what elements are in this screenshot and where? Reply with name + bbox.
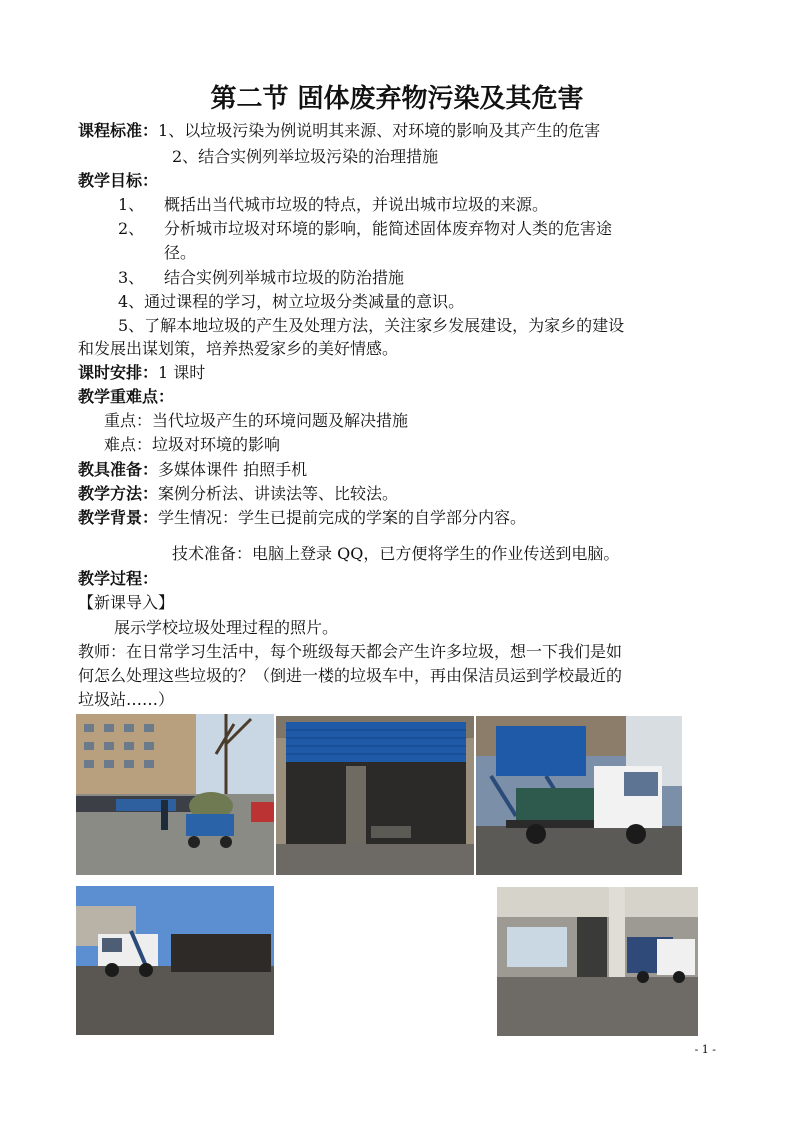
objective-2-continued: 径。 [164,243,197,262]
teaching-methods-label: 教学方法： [78,484,159,503]
course-standard-line-1 [78,120,600,142]
technical-preparation: 技术准备：电脑上登录 QQ，已方便将学生的作业传送到电脑。 [172,544,620,563]
teaching-tools-label: 教具准备： [78,460,159,479]
teacher-text-line-3: 垃圾站……） [78,690,175,709]
objective-5-continued: 和发展出谋划策，培养热爱家乡的美好情感。 [78,339,399,358]
key-difficult-label: 教学重难点： [78,387,175,406]
objective-3: 结合实例列举城市垃圾的防治措施 [164,268,405,287]
objective-1: 概括出当代城市垃圾的特点，并说出城市垃圾的来源。 [164,195,549,214]
key-point: 重点：当代垃圾产生的环境问题及解决措施 [104,411,409,430]
teaching-background [78,507,526,529]
difficult-point: 难点：垃圾对环境的影响 [104,435,281,454]
photo-truck-at-gate [76,886,274,1035]
course-standard-item-2: 2、结合实例列举垃圾污染的治理措施 [172,147,439,166]
page-title: 第二节 固体废弃物污染及其危害 [210,84,584,114]
class-hours [78,362,205,384]
teaching-methods [78,483,398,505]
teaching-methods-value: 案例分析法、讲读法等、比较法。 [158,484,399,503]
teacher-text-line-2: 何怎么处理这些垃圾的？（倒进一楼的垃圾车中，再由保洁员运到学校最近的 [78,666,623,685]
objective-4: 4、通过课程的学习，树立垃圾分类减量的意识。 [118,292,465,311]
objective-5: 5、了解本地垃圾的产生及处理方法，关注家乡发展建设，为家乡的建设 [118,316,625,335]
teaching-process-label: 教学过程： [78,569,159,588]
objectives-label: 教学目标： [78,171,159,190]
objective-2-number: 2、 [118,219,145,238]
photo-transfer-station [497,887,698,1036]
new-lesson-intro-heading: 【新课导入】 [78,593,175,612]
course-standard-label: 课程标准： [78,121,159,140]
teaching-tools [78,459,307,481]
objective-3-number: 3、 [118,268,145,287]
objective-1-number: 1、 [118,195,145,214]
intro-text: 展示学校垃圾处理过程的照片。 [114,618,339,637]
course-standard-item-1: 1、以垃圾污染为例说明其来源、对环境的影响及其产生的危害 [158,121,601,140]
photo-garbage-room-shutter [276,716,474,875]
page-number: - 1 - [694,1043,716,1056]
photo-garbage-truck [476,716,682,875]
class-hours-label: 课时安排： [78,363,159,382]
student-situation: 学生情况：学生已提前完成的学案的自学部分内容。 [158,508,527,527]
objective-2: 分析城市垃圾对环境的影响，能简述固体废弃物对人类的危害途 [164,219,613,238]
teacher-text-line-1: 教师：在日常学习生活中，每个班级每天都会产生许多垃圾，想一下我们是如 [78,642,623,661]
class-hours-value: 1 课时 [158,363,206,382]
teaching-tools-value: 多媒体课件 拍照手机 [158,460,308,479]
teaching-background-label: 教学背景： [78,508,159,527]
photo-campus-garbage-carts [76,714,274,875]
